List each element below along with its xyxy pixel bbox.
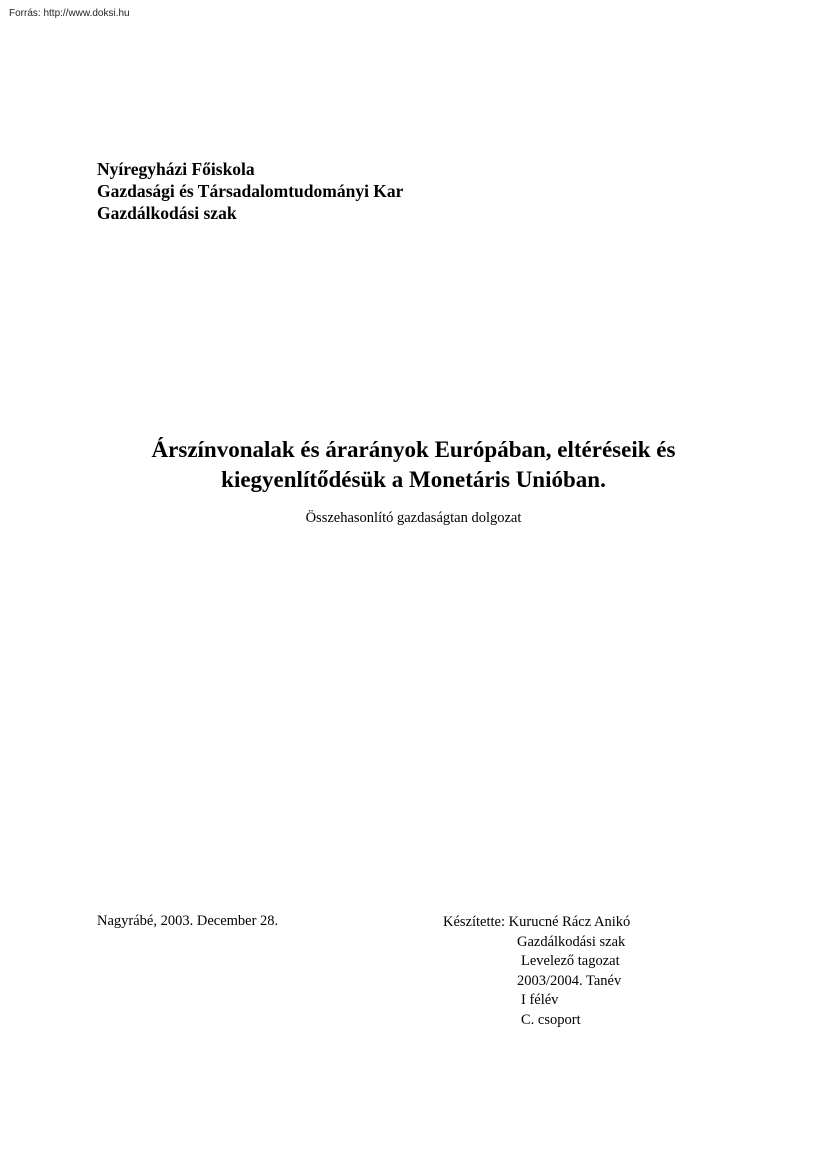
author-academic-year: 2003/2004. Tanév xyxy=(517,972,622,989)
place-date: Nagyrábé, 2003. December 28. xyxy=(97,913,279,929)
source-watermark: Forrás: http://www.doksi.hu xyxy=(9,8,130,19)
author-semester: I félév xyxy=(521,992,559,1008)
title-line-1: Árszínvonalak és árarányok Európában, eltéréseik és xyxy=(151,437,676,462)
institution-name: Nyíregyházi Főiskola xyxy=(97,159,255,179)
faculty-name: Gazdasági és Társadalomtudományi Kar xyxy=(97,181,404,201)
author-name: Kurucné Rácz Anikó xyxy=(508,914,631,930)
author-label: Készítette: xyxy=(443,914,506,930)
author-block xyxy=(443,913,630,1030)
document-subtitle: Összehasonlító gazdaságtan dolgozat xyxy=(305,510,522,526)
author-line xyxy=(443,913,630,933)
author-study-mode: Levelező tagozat xyxy=(521,953,620,969)
title-line-2: kiegyenlítődésük a Monetáris Unióban. xyxy=(221,467,606,492)
major-name: Gazdálkodási szak xyxy=(97,203,237,223)
author-major: Gazdálkodási szak xyxy=(517,933,626,950)
document-title xyxy=(0,435,827,495)
author-group: C. csoport xyxy=(521,1011,581,1028)
institution-block xyxy=(97,158,403,224)
